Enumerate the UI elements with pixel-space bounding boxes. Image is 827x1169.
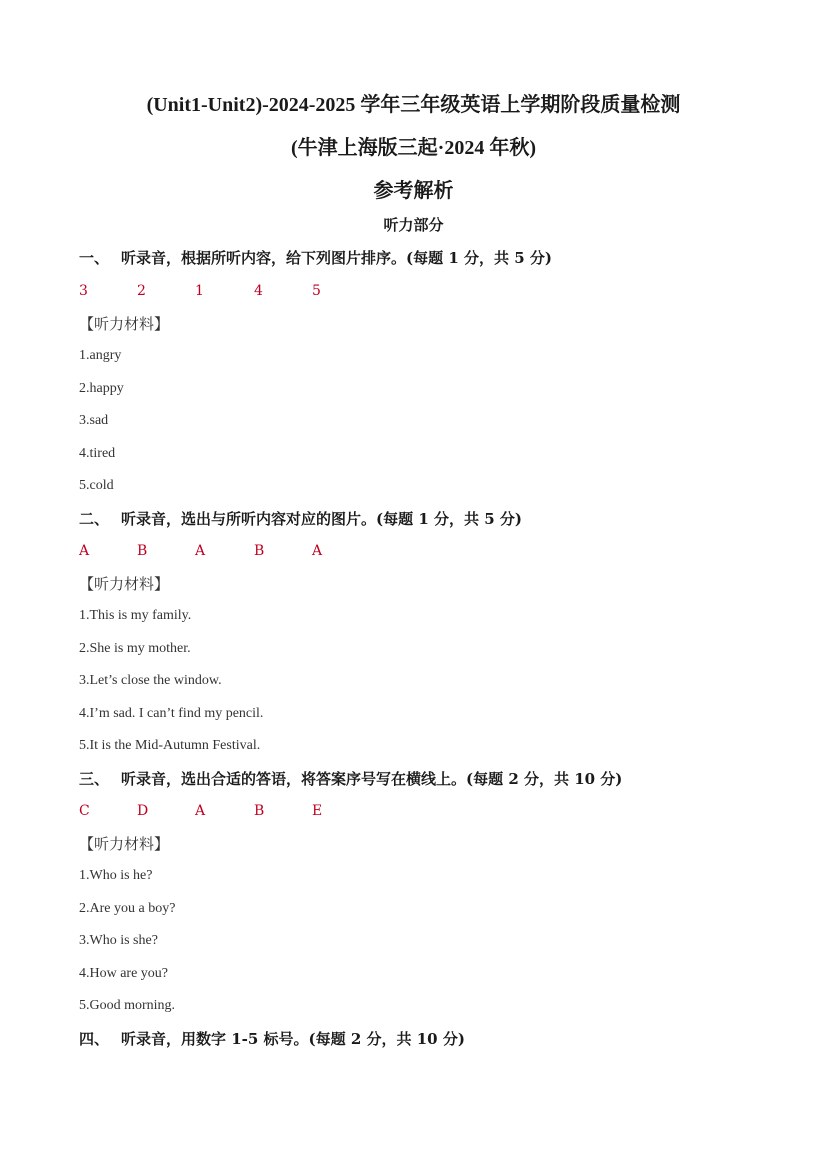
material-line: 1.This is my family. bbox=[79, 608, 192, 623]
section-instruction: 听录音，根据所听内容，给下列图片排序。(每题 1 分，共 5 分) bbox=[121, 249, 552, 267]
material-line: 3.Who is she? bbox=[79, 933, 158, 948]
answer-item: 4 bbox=[254, 283, 263, 299]
material-line: 4.How are you? bbox=[79, 966, 169, 981]
section-heading bbox=[79, 768, 622, 789]
answer-item: B bbox=[254, 803, 265, 819]
section-heading bbox=[79, 247, 552, 268]
answer-item: A bbox=[79, 543, 90, 559]
material-line: 4.tired bbox=[79, 446, 116, 461]
document-edition: (牛津上海版三起·2024 年秋) bbox=[291, 137, 536, 159]
material-line: 3.sad bbox=[79, 413, 109, 428]
material-line: 5.Good morning. bbox=[79, 998, 176, 1013]
answer-item: 3 bbox=[79, 283, 88, 299]
section-number: 一、 bbox=[79, 249, 110, 267]
answer-item: C bbox=[79, 803, 90, 819]
material-line: 5.It is the Mid-Autumn Festival. bbox=[79, 738, 261, 753]
answer-item: E bbox=[312, 803, 323, 819]
answer-item: A bbox=[312, 543, 323, 559]
document-heading: 参考解析 bbox=[373, 178, 454, 202]
material-line: 1.angry bbox=[79, 348, 122, 363]
material-line: 2.happy bbox=[79, 381, 124, 396]
answer-item: D bbox=[137, 803, 149, 819]
answer-item: 5 bbox=[312, 283, 321, 299]
section-number: 四、 bbox=[79, 1030, 110, 1048]
section-instruction: 听录音，选出与所听内容对应的图片。(每题 1 分，共 5 分) bbox=[121, 510, 522, 528]
answer-item: 2 bbox=[137, 283, 146, 299]
section-part-title: 听力部分 bbox=[383, 216, 444, 234]
section-instruction: 听录音，用数字 1-5 标号。(每题 2 分，共 10 分) bbox=[121, 1030, 465, 1048]
answer-item: B bbox=[137, 543, 148, 559]
material-line: 2.She is my mother. bbox=[79, 641, 191, 656]
material-label: 【听力材料】 bbox=[79, 835, 170, 853]
answer-item: 1 bbox=[195, 283, 204, 299]
material-label: 【听力材料】 bbox=[79, 315, 170, 333]
document-title: (Unit1-Unit2)-2024-2025 学年三年级英语上学期阶段质量检测 bbox=[146, 94, 681, 116]
section-instruction: 听录音，选出合适的答语，将答案序号写在横线上。(每题 2 分，共 10 分) bbox=[121, 770, 623, 788]
answer-item: A bbox=[195, 803, 206, 819]
material-line: 4.I’m sad. I can’t find my pencil. bbox=[79, 706, 264, 721]
material-line: 5.cold bbox=[79, 478, 114, 493]
material-line: 1.Who is he? bbox=[79, 868, 153, 883]
material-line: 2.Are you a boy? bbox=[79, 901, 176, 916]
section-heading bbox=[79, 508, 522, 529]
section-heading bbox=[79, 1028, 465, 1049]
material-line: 3.Let’s close the window. bbox=[79, 673, 222, 688]
answer-item: A bbox=[195, 543, 206, 559]
section-number: 二、 bbox=[79, 510, 110, 528]
section-number: 三、 bbox=[79, 770, 110, 788]
material-label: 【听力材料】 bbox=[79, 575, 170, 593]
answer-item: B bbox=[254, 543, 265, 559]
